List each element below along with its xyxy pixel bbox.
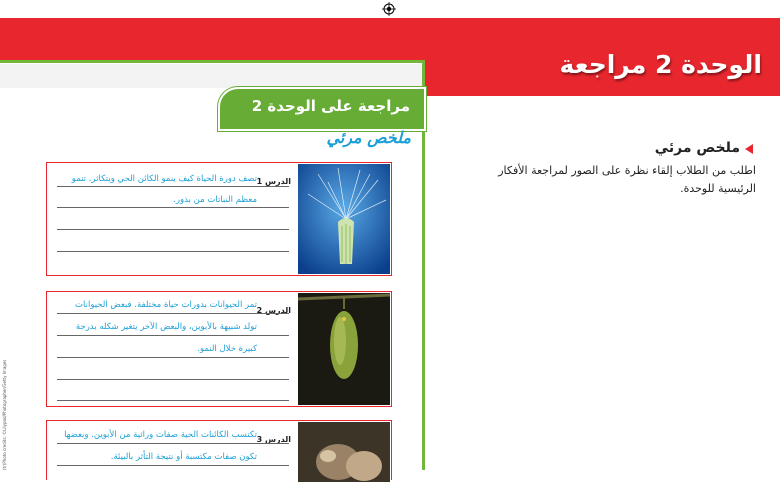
visual-summary-instructions: اطلب من الطلاب إلقاء نظرة على الصور لمراجعة الأفكار الرئيسية للوحدة. <box>498 164 756 195</box>
answer-line <box>57 313 289 314</box>
lesson-2-line-3: كبيرة خلال النمو. <box>197 344 257 354</box>
photo-credit-text: (tr)Photo credits: ©Lilypad/Photographer/Getty Images <box>2 359 7 470</box>
bullet-triangle-icon <box>745 144 753 154</box>
answer-line <box>57 465 289 466</box>
thumbnail-header-strip <box>0 64 422 88</box>
visual-summary-title: ملخص مرئي <box>326 128 411 147</box>
unit-banner-title: الوحدة 2 مراجعة <box>559 50 762 79</box>
answer-line <box>57 229 289 230</box>
lesson-1-label: الدرس 1 <box>256 177 291 186</box>
answer-line <box>57 400 289 401</box>
lesson-2-label: الدرس 2 <box>256 306 291 315</box>
answer-line <box>57 186 289 187</box>
lesson-2-line-2: تولد شبيهة بالأبوين، والبعض الآخر يتغير شكله بدرجة <box>75 322 257 332</box>
chrysalis-photo <box>298 293 390 405</box>
lesson-2-box <box>46 291 392 407</box>
registration-mark-icon <box>382 2 396 16</box>
lesson-3-line-2: تكون صفات مكتسبة أو نتيجة التأثر بالبيئة. <box>110 452 257 462</box>
lesson-3-label: الدرس 3 <box>256 435 291 444</box>
lesson-1-line-1: تصف دورة الحياة كيف ينمو الكائن الحي ويتكاثر. تنمو <box>71 174 257 184</box>
lesson-3-box <box>46 420 392 480</box>
answer-line <box>57 357 289 358</box>
lesson-2-line-1: تمر الحيوانات بدورات حياة مختلفة. فبعض الحيوانات <box>75 300 257 310</box>
animals-photo <box>298 422 390 482</box>
dandelion-photo <box>298 164 390 274</box>
answer-line <box>57 251 289 252</box>
answer-line <box>57 207 289 208</box>
answer-line <box>57 379 289 380</box>
unit-review-tab <box>218 87 426 131</box>
photo-credit <box>2 360 12 470</box>
visual-summary-heading: ملخص مرئي <box>654 140 740 156</box>
answer-line <box>57 443 289 444</box>
unit-review-tab-title: مراجعة على الوحدة 2 <box>251 97 410 115</box>
lesson-1-line-2: معظم النباتات من بذور. <box>173 195 257 205</box>
lesson-3-line-1: تكتسب الكائنات الحية صفات وراثية من الأبوين. وبعضها <box>64 430 257 440</box>
answer-line <box>57 335 289 336</box>
lesson-1-box <box>46 162 392 276</box>
